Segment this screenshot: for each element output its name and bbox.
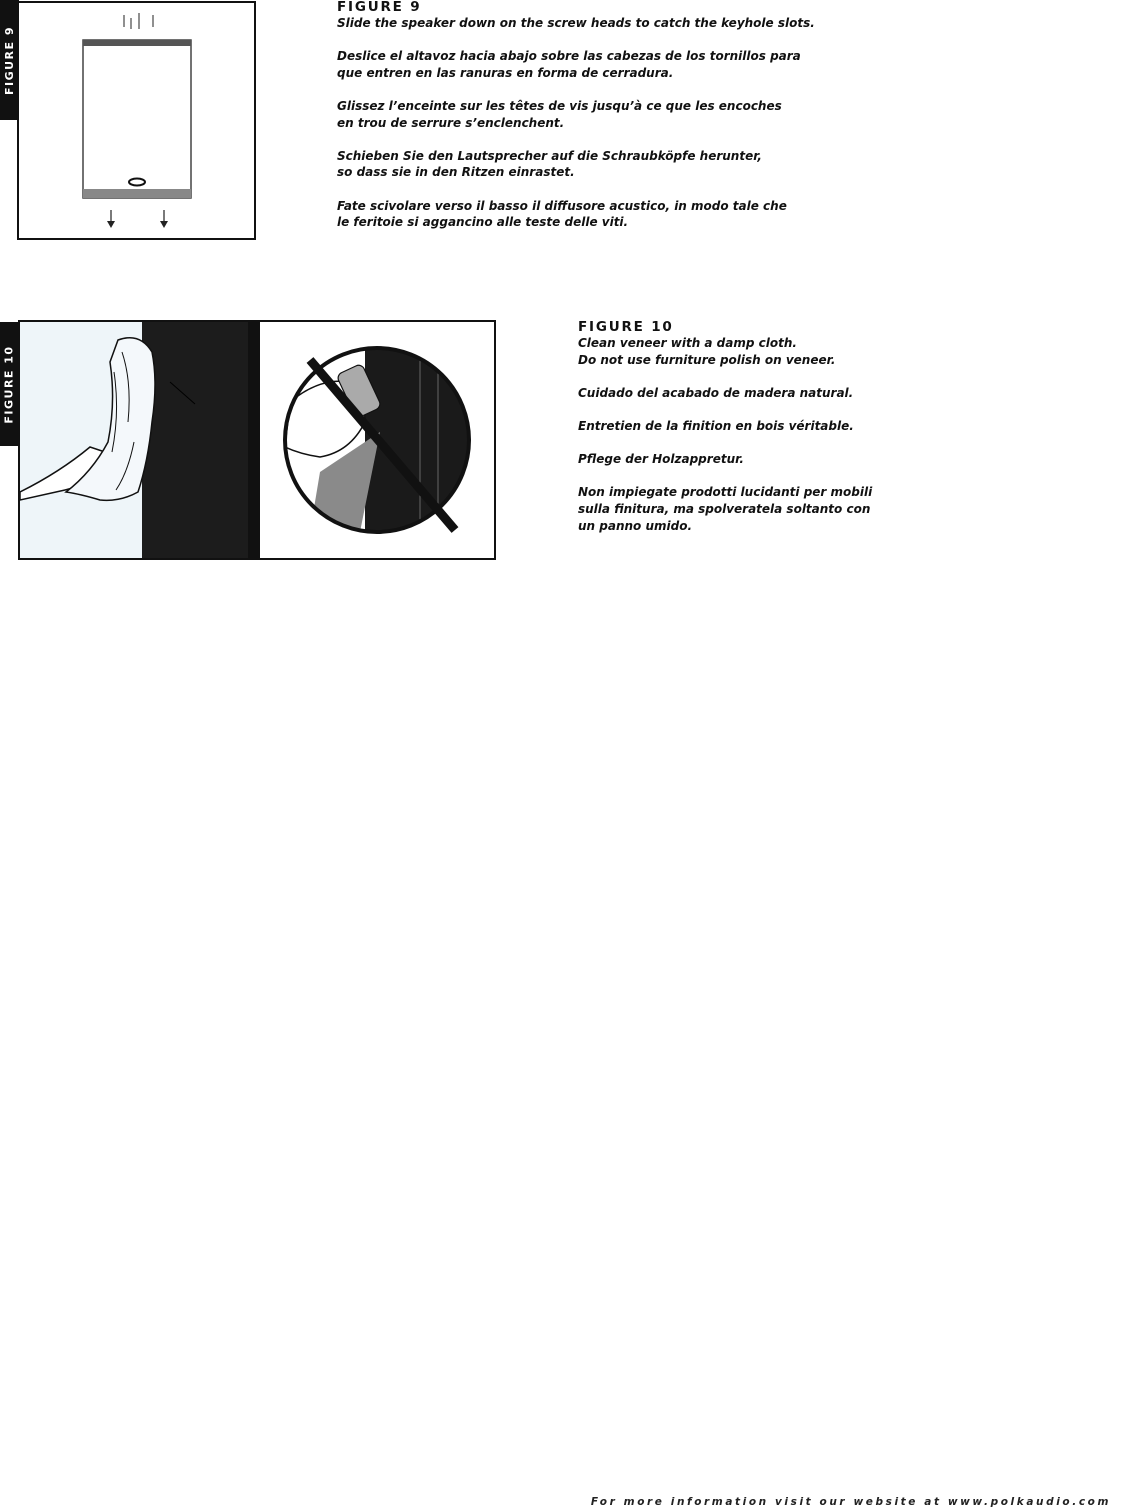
speaker-sliding-down-icon — [19, 3, 254, 238]
figure-9-text-english: Slide the speaker down on the screw heads to catch the keyhole slots. — [337, 16, 815, 30]
figure-10-text-spanish: Cuidado del acabado de madera natural. — [578, 385, 854, 400]
veneer-cleaning-icon — [20, 322, 494, 558]
figure-10-text-italian: Non impiegate prodotti lucidanti per mobili sulla finitura, ma spolveratela soltanto con un panno umido. — [578, 485, 873, 533]
figure-10-text-french: Entretien de la finition en bois véritable. — [578, 418, 854, 433]
figure-9-text-german: Schieben Sie den Lautsprecher auf die Schraubköpfe herunter, so dass sie in den Ritzen einrastet. — [337, 148, 762, 180]
figure-9-text-italian: Fate scivolare verso il basso il diffusore acustico, in modo tale che le feritoie si aggancino alle teste delle viti. — [337, 198, 787, 230]
figure-9-tab-label: FIGURE 9 — [3, 25, 17, 95]
figure-9-caption — [337, 0, 897, 247]
figure-10-text-english: Clean veneer with a damp cloth. Do not use furniture polish on veneer. — [578, 336, 836, 367]
footer-website-note: For more information visit our website at www.polkaudio.com — [590, 1496, 1111, 1508]
figure-9-text-french: Glissez l’enceinte sur les têtes de vis jusqu’à ce que les encoches en trou de serrure s’enclenchent. — [337, 98, 782, 130]
figure-9-illustration — [17, 1, 256, 240]
figure-10-side-tab — [0, 322, 19, 446]
figure-9-title: FIGURE 9 — [337, 0, 422, 15]
figure-10-title: FIGURE 10 — [578, 319, 674, 335]
figure-10-tab-label: FIGURE 10 — [3, 344, 17, 424]
figure-10-text-german: Pflege der Holzappretur. — [578, 452, 744, 467]
figure-10-illustration — [18, 320, 496, 560]
figure-10-caption — [578, 320, 898, 551]
figure-9-text-spanish: Deslice el altavoz hacia abajo sobre las cabezas de los tornillos para que entren en las ranuras en forma de cerradura. — [337, 49, 801, 80]
